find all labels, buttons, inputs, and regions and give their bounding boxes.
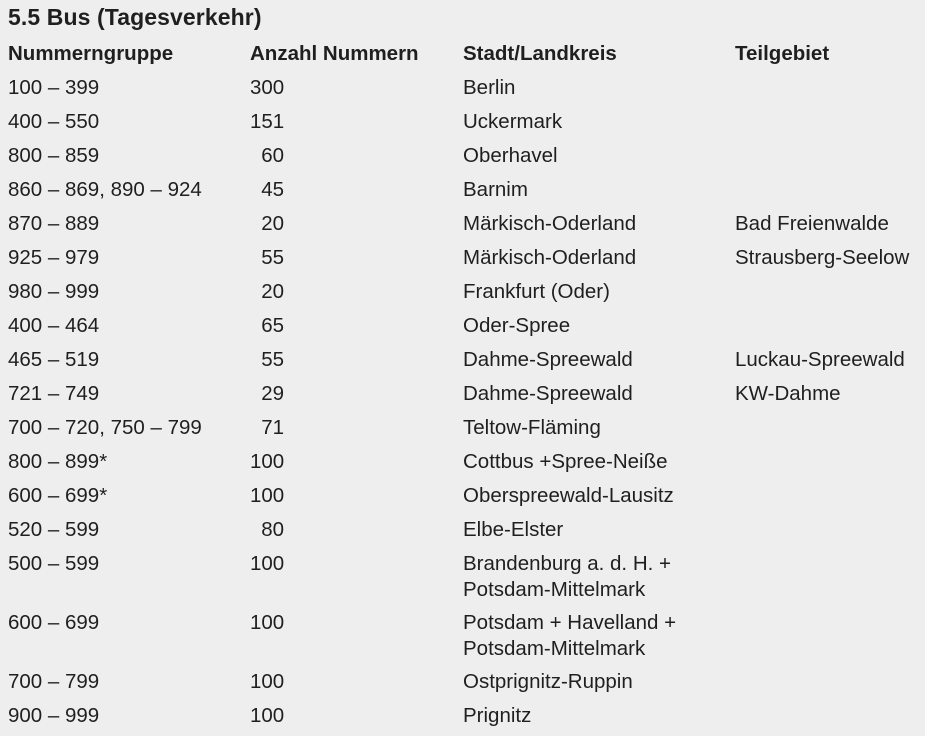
cell-subarea: Luckau-Spreewald: [735, 348, 905, 371]
cell-city-line: Elbe-Elster: [463, 518, 564, 541]
cell-subarea: [735, 173, 925, 207]
cell-city-district: [463, 699, 735, 733]
cell-subarea: [735, 479, 925, 513]
cell-number-group: 600 – 699: [8, 611, 100, 634]
cell-city-line: Brandenburg a. d. H. +: [463, 552, 671, 575]
cell-number-count: [250, 445, 463, 479]
cell-number-group: 700 – 799: [8, 670, 100, 693]
cell-number-count: [250, 173, 463, 207]
table-row: [8, 479, 925, 513]
cell-city-district: [463, 309, 735, 343]
cell-number-group: 520 – 599: [8, 518, 100, 541]
cell-city-line: Ostprignitz-Ruppin: [463, 670, 633, 693]
cell-city-district: [463, 479, 735, 513]
cell-subarea: [735, 411, 925, 445]
table-row: [8, 173, 925, 207]
cell-subarea: [735, 139, 925, 173]
cell-subarea: [735, 606, 925, 665]
table-row: [8, 207, 925, 241]
cell-number-count-value: 55: [261, 246, 284, 269]
cell-number-count: [250, 547, 463, 606]
cell-number-count: [250, 665, 463, 699]
table-row: [8, 241, 925, 275]
cell-number-group: 721 – 749: [8, 382, 100, 405]
cell-number-count-value: 100: [250, 704, 285, 727]
cell-number-group: 860 – 869, 890 – 924: [8, 178, 202, 201]
cell-city-district: [463, 139, 735, 173]
cell-number-group: 100 – 399: [8, 76, 100, 99]
cell-number-group: 600 – 699*: [8, 484, 108, 507]
cell-city-line: Oder-Spree: [463, 314, 571, 337]
table-row: [8, 71, 925, 105]
cell-city-line: Teltow-Fläming: [463, 416, 601, 439]
cell-number-group: 700 – 720, 750 – 799: [8, 416, 202, 439]
cell-city-line: Dahme-Spreewald: [463, 382, 633, 405]
cell-city-line: Märkisch-Oderland: [463, 246, 637, 269]
section-title: 5.5 Bus (Tagesverkehr): [8, 4, 262, 30]
cell-city-line: Märkisch-Oderland: [463, 212, 637, 235]
cell-number-count: [250, 241, 463, 275]
cell-city-line: Frankfurt (Oder): [463, 280, 610, 303]
cell-number-group: 980 – 999: [8, 280, 100, 303]
table-row: [8, 547, 925, 606]
table-row: [8, 275, 925, 309]
cell-number-count-value: 151: [250, 110, 285, 133]
cell-subarea: [735, 309, 925, 343]
cell-city-line: Potsdam-Mittelmark: [463, 578, 646, 601]
header-subarea: Teilgebiet: [735, 42, 830, 65]
cell-city-district: [463, 513, 735, 547]
table-row: [8, 665, 925, 699]
cell-number-count: [250, 139, 463, 173]
cell-number-count: [250, 606, 463, 665]
cell-subarea: Bad Freienwalde: [735, 212, 889, 235]
table-row: [8, 139, 925, 173]
cell-number-count-value: 100: [250, 450, 285, 473]
cell-number-count-value: 45: [261, 178, 284, 201]
cell-city-district: [463, 343, 735, 377]
cell-subarea: [735, 71, 925, 105]
cell-number-count: [250, 699, 463, 733]
cell-number-count: [250, 275, 463, 309]
cell-city-line: Oberspreewald-Lausitz: [463, 484, 674, 507]
cell-number-count-value: 80: [261, 518, 284, 541]
header-number-count: Anzahl Nummern: [250, 42, 419, 65]
cell-city-line: Potsdam + Havelland +: [463, 611, 677, 634]
cell-number-group: 925 – 979: [8, 246, 100, 269]
cell-city-district: [463, 411, 735, 445]
table-row: [8, 699, 925, 733]
table-row: [8, 411, 925, 445]
cell-number-count: [250, 411, 463, 445]
cell-number-count-value: 71: [261, 416, 284, 439]
table-row: [8, 309, 925, 343]
cell-number-count-value: 20: [261, 280, 284, 303]
table-row: [8, 377, 925, 411]
cell-city-line: Uckermark: [463, 110, 563, 133]
cell-number-count-value: 300: [250, 76, 285, 99]
bus-number-table: [8, 37, 925, 733]
table-row: [8, 513, 925, 547]
cell-number-count: [250, 105, 463, 139]
table-row: [8, 445, 925, 479]
cell-number-count-value: 100: [250, 552, 285, 575]
cell-number-count: [250, 207, 463, 241]
table-body: [8, 71, 925, 733]
cell-number-group: 500 – 599: [8, 552, 100, 575]
cell-subarea: [735, 275, 925, 309]
table-header-row: [8, 37, 925, 71]
cell-subarea: Strausberg-Seelow: [735, 246, 910, 269]
cell-city-district: [463, 207, 735, 241]
cell-number-group: 465 – 519: [8, 348, 100, 371]
cell-city-district: [463, 275, 735, 309]
cell-number-count-value: 55: [261, 348, 284, 371]
cell-city-line: Prignitz: [463, 704, 532, 727]
cell-number-group: 870 – 889: [8, 212, 100, 235]
table-row: [8, 343, 925, 377]
cell-subarea: [735, 513, 925, 547]
cell-number-count-value: 60: [261, 144, 284, 167]
cell-city-district: [463, 377, 735, 411]
cell-city-district: [463, 665, 735, 699]
cell-subarea: [735, 699, 925, 733]
cell-number-count-value: 20: [261, 212, 284, 235]
cell-subarea: [735, 105, 925, 139]
cell-city-district: [463, 173, 735, 207]
cell-number-count-value: 65: [261, 314, 284, 337]
cell-city-line: Barnim: [463, 178, 528, 201]
cell-city-district: [463, 606, 735, 665]
cell-number-count: [250, 71, 463, 105]
cell-city-line: Potsdam-Mittelmark: [463, 637, 646, 660]
cell-number-count-value: 100: [250, 670, 285, 693]
cell-city-line: Cottbus +Spree-Neiße: [463, 450, 668, 473]
cell-number-count: [250, 513, 463, 547]
cell-city-line: Dahme-Spreewald: [463, 348, 633, 371]
cell-number-count: [250, 343, 463, 377]
cell-number-count: [250, 377, 463, 411]
cell-city-district: [463, 105, 735, 139]
cell-number-group: 800 – 859: [8, 144, 100, 167]
cell-subarea: [735, 547, 925, 606]
cell-number-group: 800 – 899*: [8, 450, 108, 473]
cell-city-district: [463, 445, 735, 479]
cell-subarea: [735, 665, 925, 699]
cell-number-group: 400 – 550: [8, 110, 100, 133]
cell-number-group: 400 – 464: [8, 314, 100, 337]
cell-number-count-value: 100: [250, 611, 285, 634]
cell-number-count: [250, 309, 463, 343]
cell-subarea: KW-Dahme: [735, 382, 841, 405]
header-number-group: Nummerngruppe: [8, 42, 174, 65]
cell-city-district: [463, 547, 735, 606]
cell-city-line: Oberhavel: [463, 144, 558, 167]
table-row: [8, 606, 925, 665]
cell-number-count-value: 100: [250, 484, 285, 507]
header-city-district: Stadt/Landkreis: [463, 42, 617, 65]
cell-number-count: [250, 479, 463, 513]
table-row: [8, 105, 925, 139]
cell-number-group: 900 – 999: [8, 704, 100, 727]
cell-city-district: [463, 241, 735, 275]
cell-number-count-value: 29: [261, 382, 284, 405]
cell-city-district: [463, 71, 735, 105]
cell-subarea: [735, 445, 925, 479]
cell-city-line: Berlin: [463, 76, 516, 99]
